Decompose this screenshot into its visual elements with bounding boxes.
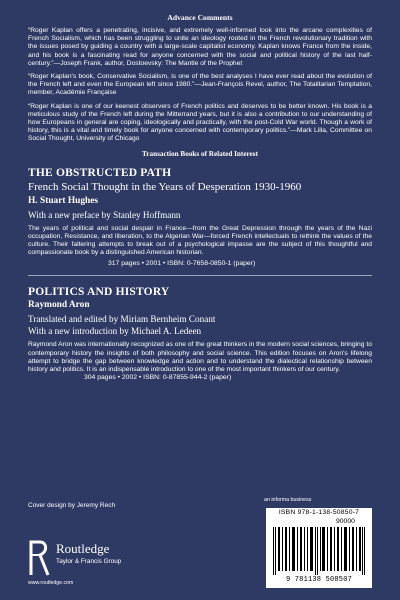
routledge-r-icon	[28, 540, 50, 576]
book2-pubinfo: 304 pages • 2002 • ISBN: 0-87855-944-2 (paper)	[84, 374, 232, 382]
book2-description: Raymond Aron was internationally recognized as one of the great thinkers in the modern social sciences, bringing to contemporary history the insights of both philosophy and social science. This edition focuses on Aron's lifelong attempt to bridge the gap between knowledge and action and to understand the dialectical relationship between history and politics. It is an indispensable introduction to one of the most important thinkers of our century.	[28, 341, 372, 374]
barcode-digits: 9 781138 508507	[285, 576, 352, 584]
book-obstructed-path	[28, 167, 372, 268]
quote-lilla: “Roger Kaplan is one of our keenest observers of French politics and deserves to be better known. His book is a meticulous study of the French left during the Mitterrand years, but it is also a contribution to our understanding of how Europeans in general are coping, ideologically and practically, with the post-Cold War world. Though a work of history, this is a vital and timely book for anyone concerned with contemporary politics.”—Mark Lilla, Committee on Social Thought, University of Chicago	[28, 102, 372, 143]
book2-introduction: With a new introduction by Michael A. Ledeen	[28, 326, 202, 337]
book2-title: POLITICS AND HISTORY	[28, 286, 170, 299]
book1-subtitle: French Social Thought in the Years of Desperation 1930-1960	[28, 180, 302, 193]
barcode-isbn: ISBN 978-1-138-50850-7	[278, 509, 360, 516]
quote-revel: “Roger Kaplan's book, Conservative Socialism, is one of the best analyses I have ever read about the evolution of the French left and even the European left since 1980.”—Jean-François Revel, author, The Totalitarian Temptation, member, Académie Française	[28, 73, 372, 97]
quote-frank: “Roger Kaplan offers a penetrating, incisive, and extremely well-informed look into the arcane complexities of French Socialism, which has been struggling to unite an ideology rooted in the French revolutionary tradition with the issues posed by guiding a country with a large-scale capitalist economy. Kaplan knows France from the inside, and his book is a fascinating read for anyone concerned with the social and political history of the last half-century.”—Joseph Frank, author, Dostoevsky: The Mantle of the Prophet	[28, 27, 372, 67]
isbn-barcode	[266, 508, 372, 588]
book2-translator: Translated and edited by Miriam Bernheim Conant	[28, 314, 216, 325]
back-cover-content	[28, 13, 372, 381]
advance-comments-heading: Advance Comments	[167, 13, 233, 22]
book1-pubinfo: 317 pages • 2001 • ISBN: 0-7658-0850-1 (paper)	[108, 260, 256, 268]
book1-author: H. Stuart Hughes	[28, 195, 99, 206]
informa-tagline: an informa business	[264, 497, 312, 503]
publisher-url: www.routledge.com	[28, 580, 74, 586]
book2-author: Raymond Aron	[28, 300, 90, 311]
section-divider	[28, 275, 372, 276]
book-politics-history	[28, 286, 372, 381]
barcode-bars	[272, 519, 366, 575]
routledge-logo	[28, 540, 178, 584]
related-interest-heading: Transaction Books of Related Interest	[142, 149, 258, 158]
cover-design-credit: Cover design by Jeremy Rech	[28, 502, 116, 509]
book1-title: THE OBSTRUCTED PATH	[28, 166, 172, 179]
publisher-group: Taylor & Francis Group	[56, 558, 122, 565]
barcode-price-code: 90000	[336, 518, 355, 525]
publisher-name: Routledge	[56, 541, 110, 556]
book1-description: The years of political and social despair in France—from the Great Depression through the years of the Nazi occupation, Resistance, and liberation, to the Algerian War—forced French intellectuals to rethink the values of the culture. Their faltering attempts to break out of a psychological impasse are the subject of this thoughtful and compassionate book by a distinguished American historian.	[28, 224, 372, 257]
book1-preface: With a new preface by Stanley Hoffmann	[28, 209, 181, 220]
